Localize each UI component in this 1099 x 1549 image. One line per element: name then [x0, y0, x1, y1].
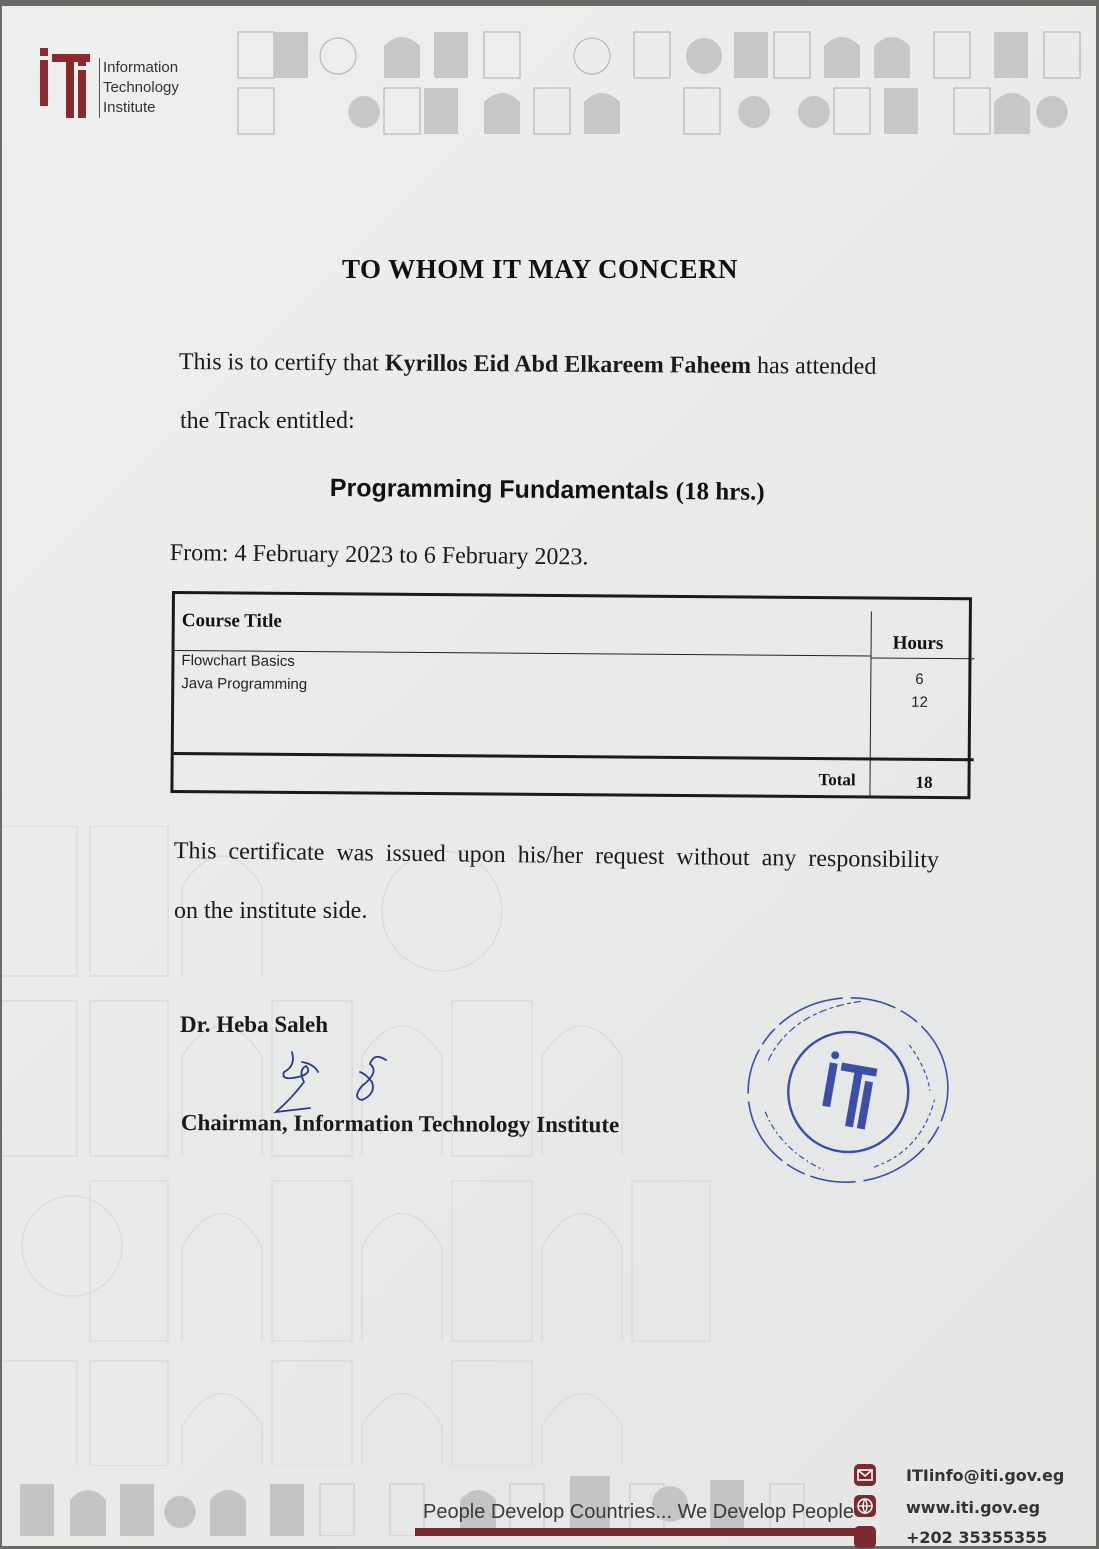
email-icon [853, 1463, 877, 1487]
course-cell: Flowchart Basics [181, 652, 295, 670]
signer-name: Dr. Heba Saleh [180, 1012, 329, 1037]
header-course-title: Course Title [181, 610, 282, 632]
institute-stamp [743, 990, 958, 1190]
header-hours: Hours [892, 632, 944, 655]
table-divider [870, 657, 974, 659]
footer-website[interactable]: www.iti.gov.eg [906, 1498, 1041, 1517]
hours-cell: 6 [915, 670, 924, 688]
track-hours: (18 hrs.) [675, 478, 765, 506]
certify-suffix: has attended [751, 352, 877, 380]
signer-role: Chairman, Information Technology Institute [180, 1110, 620, 1138]
courses-table [170, 591, 972, 799]
phone-icon [853, 1525, 877, 1549]
logo-line-1: Information [103, 59, 179, 76]
hours-cell: 12 [911, 693, 928, 711]
certify-prefix: This is to certify that [178, 349, 385, 377]
attendee-name: Kyrillos Eid Abd Elkareem Faheem [384, 350, 752, 379]
footer-email[interactable]: ITIinfo@iti.gov.eg [906, 1466, 1065, 1485]
total-label: Total [818, 770, 856, 790]
track-name: Programming Fundamentals [329, 474, 676, 506]
disclaimer-line-2: on the institute side. [174, 898, 368, 924]
certify-statement [179, 349, 877, 381]
footer-phone: +202 35355355 [906, 1528, 1048, 1547]
disclaimer-line-1: This certificate was issued upon his/her request without any responsibility [173, 838, 940, 874]
header-pattern [234, 26, 1096, 144]
logo-line-2: Technology [103, 79, 179, 96]
globe-icon [853, 1494, 877, 1518]
footer-accent-bar [415, 1528, 875, 1536]
course-cell: Java Programming [181, 675, 308, 694]
total-value: 18 [915, 772, 933, 792]
document-title: TO WHOM IT MAY CONCERN [342, 254, 739, 284]
certify-line-2: the Track entitled: [180, 408, 355, 434]
track-title [330, 474, 765, 507]
logo-line-3: Institute [103, 99, 156, 116]
footer-pattern [10, 1460, 830, 1536]
date-range: From: 4 February 2023 to 6 February 2023. [169, 540, 589, 571]
table-divider [174, 752, 974, 761]
table-divider [869, 611, 871, 797]
logo-text [99, 58, 179, 118]
footer-tagline: People Develop Countries... We Develop People [423, 1501, 854, 1523]
